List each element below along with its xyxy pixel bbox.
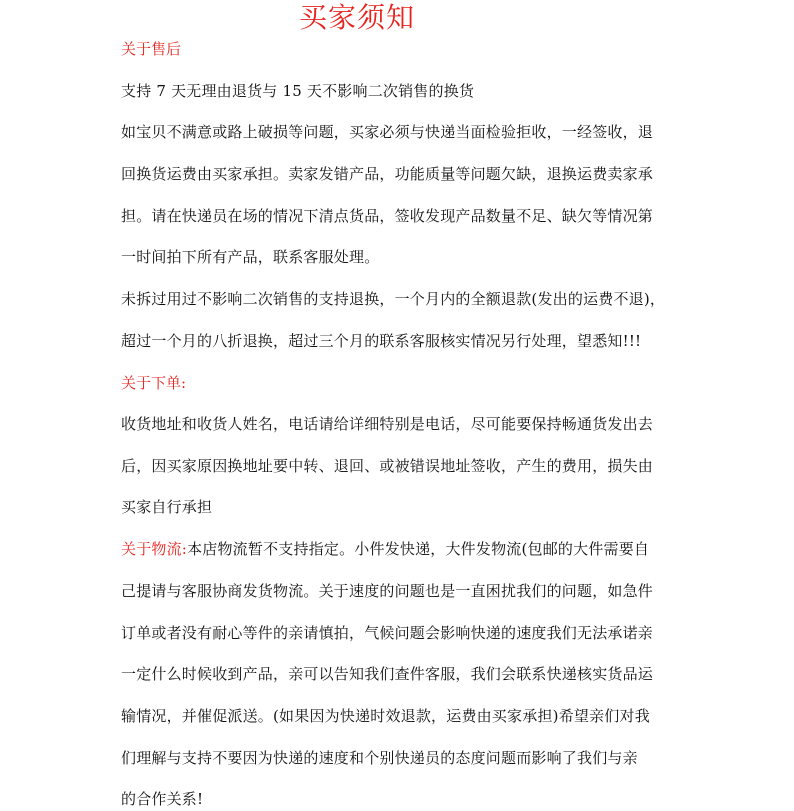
paragraph-line: 收货地址和收货人姓名，电话请给详细特别是电话，尽可能要保持畅通货发出去: [121, 415, 654, 433]
paragraph-line: 一时间拍下所有产品，联系客服处理。: [121, 248, 380, 266]
paragraph-line: 订单或者没有耐心等件的亲请慎拍，气候问题会影响快递的速度我们无法承诺亲: [121, 624, 654, 642]
paragraph-line: 担。请在快递员在场的情况下清点货品，签收发现产品数量不足、缺欠等情况第: [121, 207, 654, 225]
paragraph-line: 回换货运费由买家承担。卖家发错产品，功能质量等问题欠缺，退换运费卖家承: [121, 165, 654, 183]
section-heading-after-sales: 关于售后: [121, 40, 182, 58]
paragraph-line: 如宝贝不满意或路上破损等问题，买家必须与快递当面检验拒收，一经签收，退: [121, 123, 654, 141]
logistics-first-line-text: 本店物流暂不支持指定。小件发快递，大件发物流(包邮的大件需要自: [187, 540, 650, 558]
paragraph-line: 一定什么时候收到产品，亲可以告知我们查件客服，我们会联系快递核实货品运: [121, 665, 654, 683]
paragraph-line: 支持 7 天无理由退货与 15 天不影响二次销售的换货: [121, 82, 475, 100]
section-heading-logistics: 关于物流:: [121, 540, 188, 558]
paragraph-line: 超过一个月的八折退换，超过三个月的联系客服核实情况另行处理，望悉知!!!: [121, 332, 642, 350]
logistics-first-line: [121, 539, 681, 559]
paragraph-line: 输情况，并催促派送。(如果因为快递时效退款，运费由买家承担)希望亲们对我: [121, 707, 650, 725]
page-title: 买家须知: [298, 1, 415, 34]
paragraph-line: 未拆过用过不影响二次销售的支持退换，一个月内的全额退款(发出的运费不退)，: [121, 290, 666, 308]
paragraph-line: 们理解与支持不要因为快递的速度和个别快递员的态度问题而影响了我们与亲: [121, 749, 638, 767]
paragraph-line: 的合作关系!: [121, 790, 204, 808]
section-heading-order: 关于下单:: [121, 374, 187, 392]
paragraph-line: 己提请与客服协商发货物流。关于速度的问题也是一直困扰我们的问题，如急件: [121, 582, 654, 600]
paragraph-line: 买家自行承担: [121, 498, 213, 516]
paragraph-line: 后，因买家原因换地址要中转、退回、或被错误地址签收，产生的费用，损失由: [121, 457, 654, 475]
